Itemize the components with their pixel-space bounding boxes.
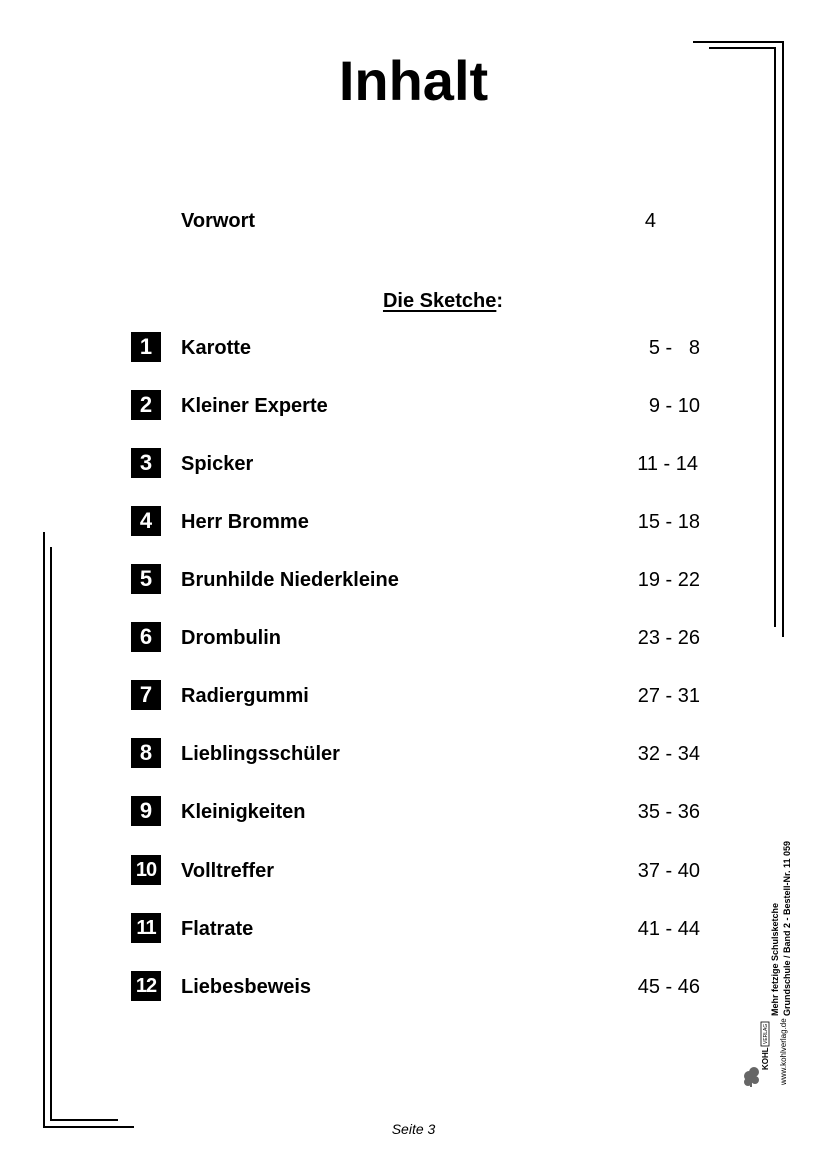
entry-number-badge: 2 [131,390,161,420]
section-heading: Die Sketche: [382,290,504,312]
entry-pages: 5 - 8 [648,337,700,359]
entry-number-badge: 7 [131,680,161,710]
toc-intro-label: Vorwort [181,210,256,232]
entry-pages: 11 - 14 [637,453,698,475]
entry-title: Herr Bromme [181,511,309,533]
entry-title: Flatrate [181,918,254,940]
entry-number-badge: 10 [131,855,161,885]
entry-number-badge: 11 [131,913,161,943]
entry-pages: 19 - 22 [637,569,700,591]
entry-number-badge: 8 [131,738,161,768]
entry-number-badge: 1 [131,332,161,362]
publisher-logo [742,1018,770,1088]
entry-title: Radiergummi [181,685,309,707]
entry-title: Volltreffer [181,860,274,882]
entry-title: Liebesbeweis [181,976,312,998]
entry-pages: 15 - 18 [637,511,700,533]
entry-number-badge: 9 [131,796,161,826]
entry-pages: 23 - 26 [637,627,700,649]
svg-text:VERLAG: VERLAG [763,1023,769,1044]
sidebar-book-title: Mehr fetzige Schulsketche [770,902,780,1016]
entry-title: Kleiner Experte [181,395,328,417]
entry-pages: 35 - 36 [637,801,700,823]
entry-number-badge: 4 [131,506,161,536]
page-title: Inhalt [338,49,489,112]
entry-pages: 37 - 40 [637,860,700,882]
toc-intro-pages: 4 [644,210,656,232]
entry-number-badge: 6 [131,622,161,652]
page-number-footer: Seite 3 [391,1121,436,1137]
entry-title: Spicker [181,453,254,475]
entry-title: Kleinigkeiten [181,801,306,823]
entry-pages: 32 - 34 [637,743,700,765]
entry-pages: 27 - 31 [637,685,700,707]
entry-number-badge: 12 [131,971,161,1001]
entry-number-badge: 5 [131,564,161,594]
entry-pages: 9 - 10 [648,395,700,417]
tree-logo-icon [742,1018,770,1088]
entry-title: Brunhilde Niederkleine [181,569,399,591]
sidebar-website: www.kohlverlag.de [779,1018,788,1085]
entry-title: Lieblingsschüler [181,743,340,765]
entry-number-badge: 3 [131,448,161,478]
entry-pages: 45 - 46 [637,976,700,998]
sidebar-order-info: Grundschule / Band 2 - Bestell-Nr. 11 059 [782,840,792,1016]
entry-title: Drombulin [181,627,281,649]
entry-title: Karotte [181,337,252,359]
svg-text:KOHL: KOHL [761,1047,770,1070]
entry-pages: 41 - 44 [637,918,700,940]
